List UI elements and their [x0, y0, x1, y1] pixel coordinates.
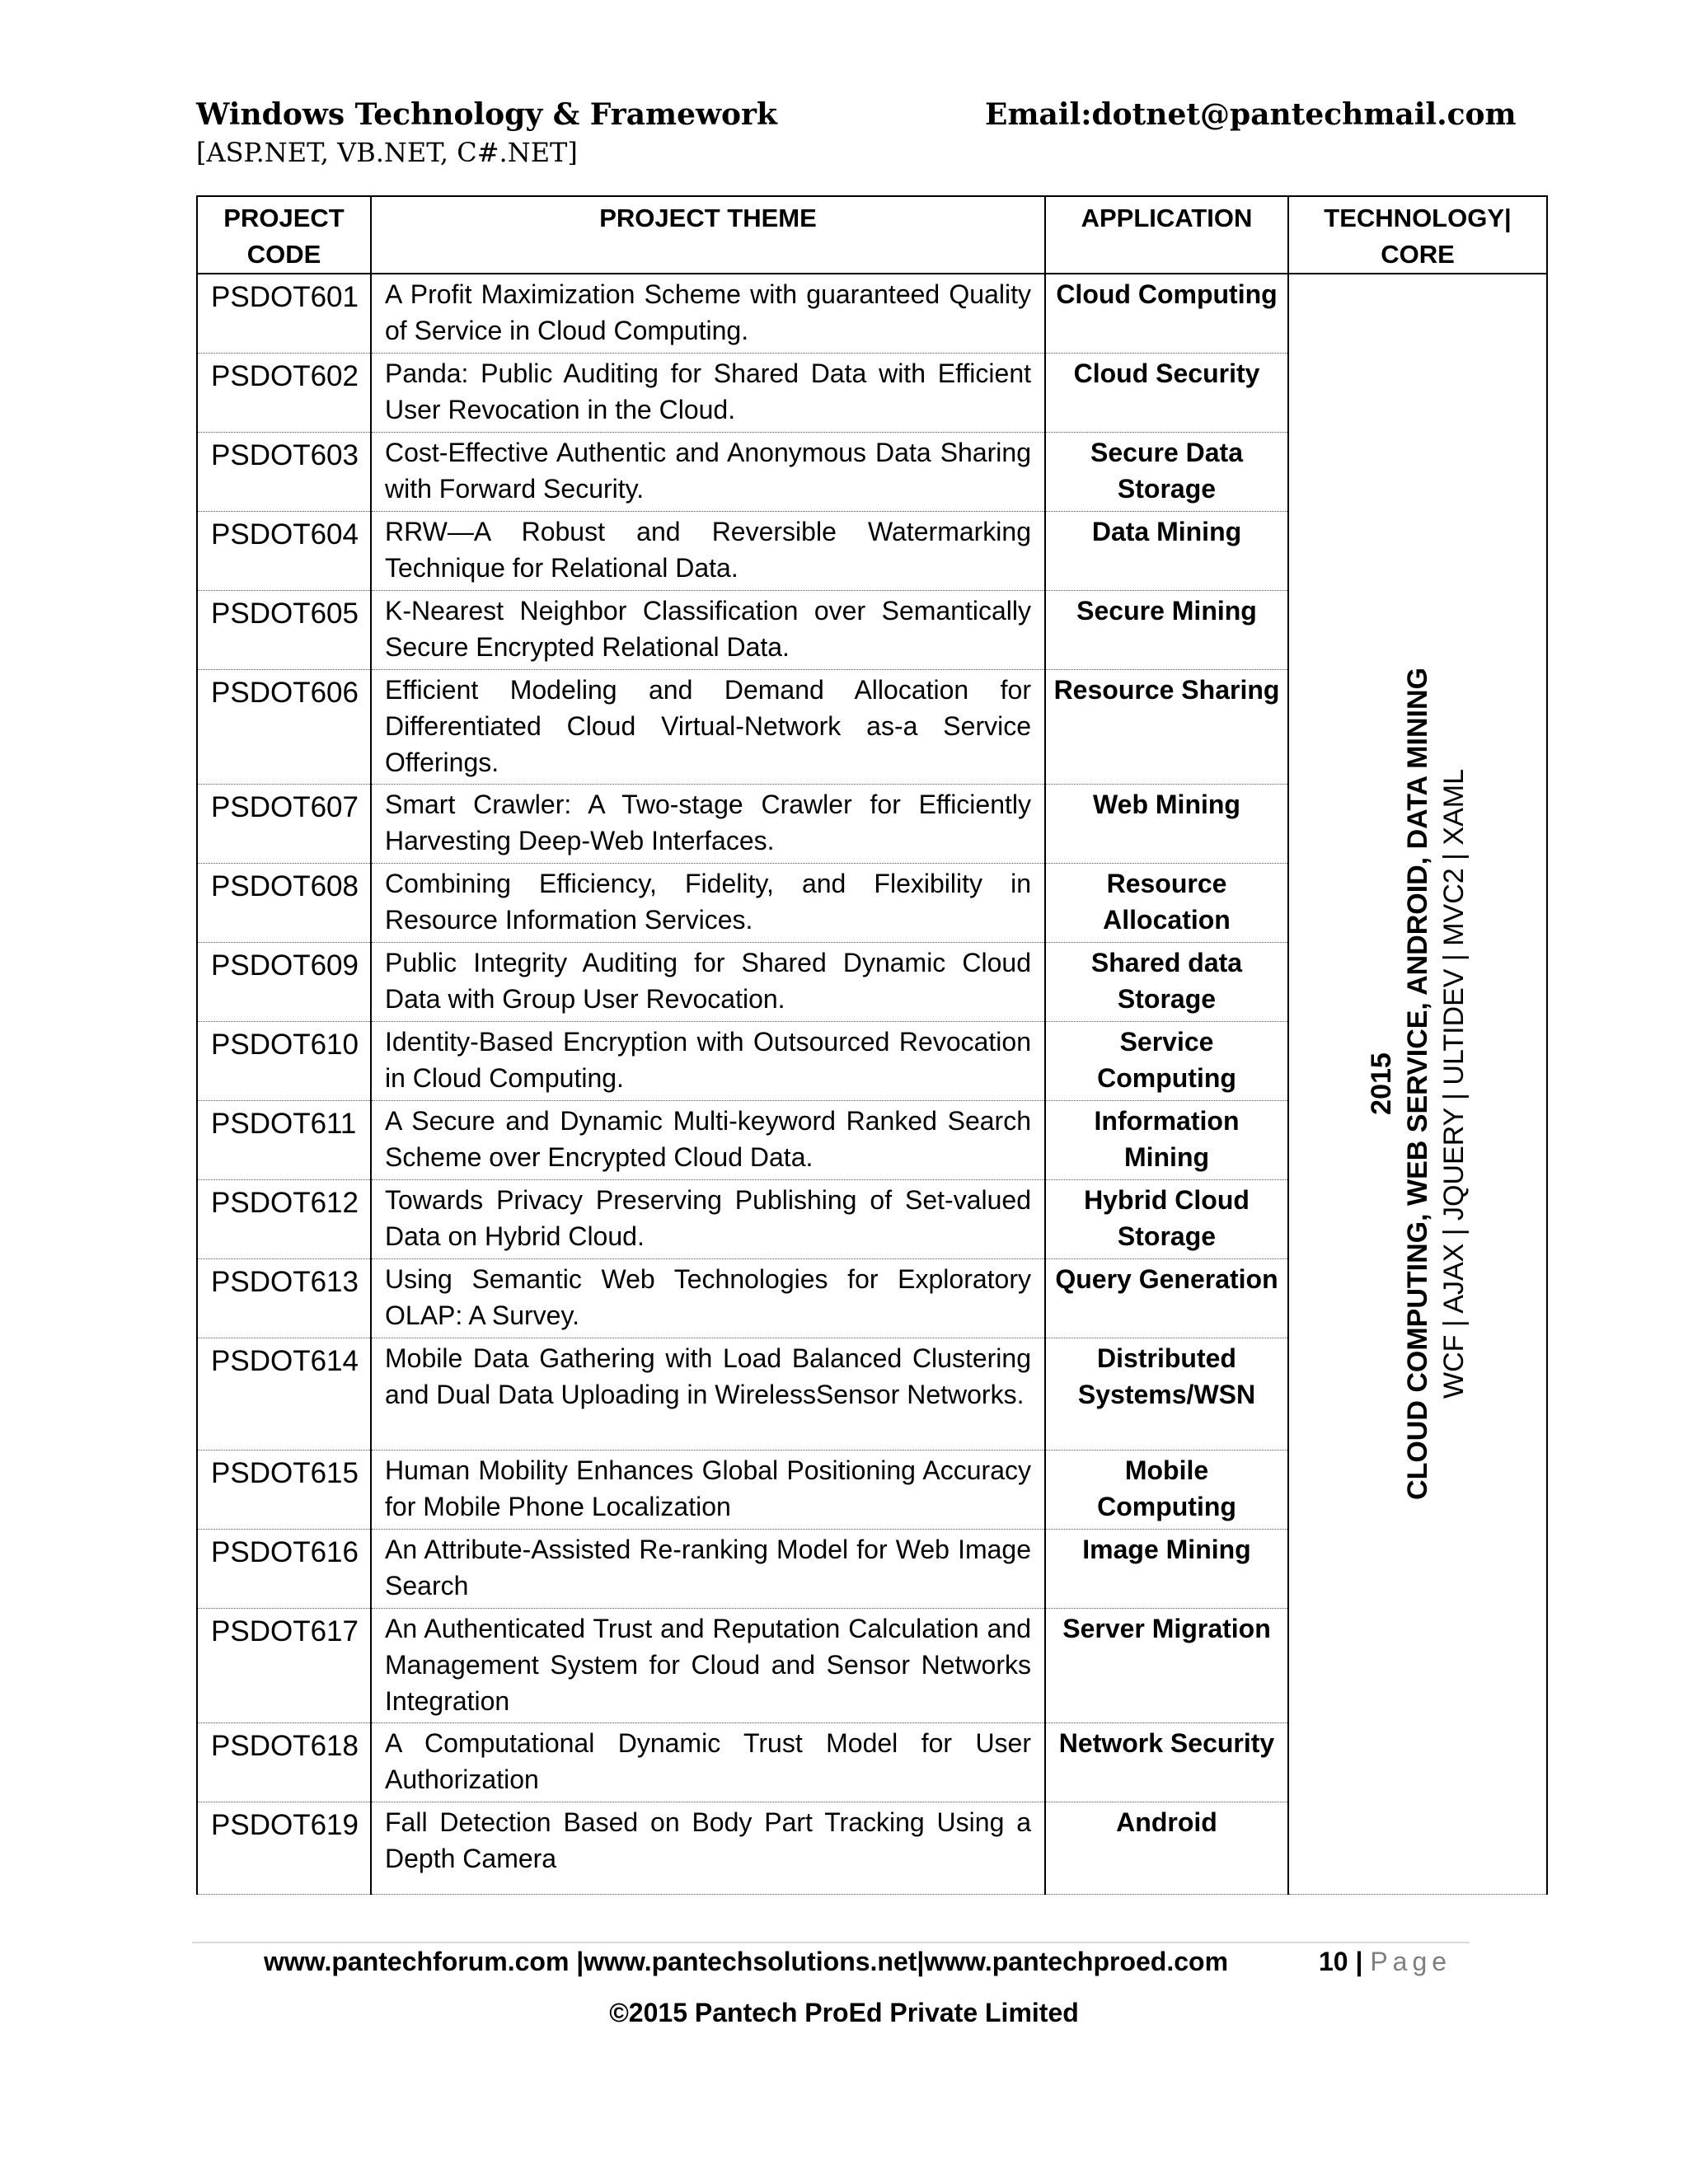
project-application: Resource Allocation: [1045, 863, 1288, 942]
project-application: Secure Mining: [1045, 590, 1288, 669]
project-theme: Panda: Public Auditing for Shared Data with Efficient User Revocation in the Cloud.: [371, 353, 1045, 432]
project-application: Mobile Computing: [1045, 1450, 1288, 1529]
project-theme: Efficient Modeling and Demand Allocation for Differentiated Cloud Virtual-Network as-a Service Offerings.: [371, 669, 1045, 784]
project-theme: A Secure and Dynamic Multi-keyword Ranked Search Scheme over Encrypted Cloud Data.: [371, 1100, 1045, 1179]
project-theme: Smart Crawler: A Two-stage Crawler for Efficiently Harvesting Deep-Web Interfaces.: [371, 784, 1045, 863]
project-theme: A Profit Maximization Scheme with guaranteed Quality of Service in Cloud Computing.: [371, 274, 1045, 353]
project-code: PSDOT613: [197, 1258, 371, 1338]
document-subtitle: [ASP.NET, VB.NET, C#.NET]: [196, 137, 578, 168]
technology-cell: [1288, 274, 1547, 1894]
project-application: Resource Sharing: [1045, 669, 1288, 784]
table-row: [197, 274, 1547, 353]
project-theme: Towards Privacy Preserving Publishing of Set-valued Data on Hybrid Cloud.: [371, 1179, 1045, 1258]
project-theme: Public Integrity Auditing for Shared Dynamic Cloud Data with Group User Revocation.: [371, 942, 1045, 1021]
project-application: Server Migration: [1045, 1608, 1288, 1722]
project-theme: A Computational Dynamic Trust Model for User Authorization: [371, 1722, 1045, 1802]
technology-domains: CLOUD COMPUTING, WEB SERVICE, ANDROID, DATA MINING: [1402, 668, 1433, 1501]
project-code: PSDOT610: [197, 1021, 371, 1100]
project-code: PSDOT601: [197, 274, 371, 353]
document-title: Windows Technology & Framework: [196, 97, 777, 132]
project-application: Shared data Storage: [1045, 942, 1288, 1021]
page-label: Page: [1370, 1947, 1452, 1976]
project-theme: Identity-Based Encryption with Outsourced Revocation in Cloud Computing.: [371, 1021, 1045, 1100]
project-theme: An Attribute-Assisted Re-ranking Model for Web Image Search: [371, 1529, 1045, 1608]
page-number: 10: [1319, 1947, 1348, 1976]
header-project-code: [197, 196, 371, 274]
project-application: Android: [1045, 1802, 1288, 1894]
project-code: PSDOT612: [197, 1179, 371, 1258]
project-code: PSDOT618: [197, 1722, 371, 1802]
project-code: PSDOT607: [197, 784, 371, 863]
project-theme: Human Mobility Enhances Global Positioning Accuracy for Mobile Phone Localization: [371, 1450, 1045, 1529]
header-technology-line1: TECHNOLOGY|: [1324, 204, 1512, 232]
footer-divider: [192, 1942, 1470, 1943]
project-application: Secure Data Storage: [1045, 432, 1288, 511]
project-theme: Fall Detection Based on Body Part Tracking Using a Depth Camera: [371, 1802, 1045, 1894]
project-code: PSDOT608: [197, 863, 371, 942]
project-code: PSDOT611: [197, 1100, 371, 1179]
header-project-code-line1: PROJECT: [223, 204, 345, 232]
project-application: Information Mining: [1045, 1100, 1288, 1179]
projects-table: [196, 195, 1548, 1895]
project-application: Cloud Security: [1045, 353, 1288, 432]
project-theme: Cost-Effective Authentic and Anonymous Data Sharing with Forward Security.: [371, 432, 1045, 511]
header-project-code-line2: CODE: [246, 240, 321, 269]
project-theme: Combining Efficiency, Fidelity, and Flexibility in Resource Information Services.: [371, 863, 1045, 942]
page-indicator: [1319, 1947, 1451, 1977]
project-code: PSDOT617: [197, 1608, 371, 1722]
project-theme: Using Semantic Web Technologies for Exploratory OLAP: A Survey.: [371, 1258, 1045, 1338]
project-code: PSDOT604: [197, 511, 371, 590]
header-technology-line2: CORE: [1381, 240, 1455, 269]
project-application: Distributed Systems/WSN: [1045, 1338, 1288, 1450]
project-code: PSDOT619: [197, 1802, 371, 1894]
project-code: PSDOT605: [197, 590, 371, 669]
contact-email: Email:dotnet@pantechmail.com: [985, 97, 1517, 132]
project-application: Image Mining: [1045, 1529, 1288, 1608]
table-header-row: [197, 196, 1547, 274]
project-theme: Mobile Data Gathering with Load Balanced Clustering and Dual Data Uploading in WirelessSensor Networks.: [371, 1338, 1045, 1450]
project-code: PSDOT609: [197, 942, 371, 1021]
page-separator: |: [1355, 1947, 1363, 1976]
header-project-theme: PROJECT THEME: [371, 196, 1045, 274]
project-code: PSDOT602: [197, 353, 371, 432]
project-code: PSDOT603: [197, 432, 371, 511]
project-application: Data Mining: [1045, 511, 1288, 590]
project-code: PSDOT615: [197, 1450, 371, 1529]
technology-year: 2015: [1366, 1052, 1397, 1116]
project-application: Hybrid Cloud Storage: [1045, 1179, 1288, 1258]
project-application: Cloud Computing: [1045, 274, 1288, 353]
footer-links: www.pantechforum.com |www.pantechsolutions.net|www.pantechproed.com: [264, 1947, 1229, 1976]
technology-vertical-text: [1363, 668, 1472, 1500]
header-technology: [1288, 196, 1547, 274]
header-application: APPLICATION: [1045, 196, 1288, 274]
project-theme: RRW—A Robust and Reversible Watermarking Technique for Relational Data.: [371, 511, 1045, 590]
project-application: Query Generation: [1045, 1258, 1288, 1338]
project-theme: An Authenticated Trust and Reputation Calculation and Management System for Cloud and Sensor Networks Integration: [371, 1608, 1045, 1722]
project-application: Web Mining: [1045, 784, 1288, 863]
project-theme: K-Nearest Neighbor Classification over Semantically Secure Encrypted Relational Data.: [371, 590, 1045, 669]
copyright: ©2015 Pantech ProEd Private Limited: [609, 1998, 1079, 2027]
technology-stack: WCF | AJAX | JQUERY | ULTIDEV | MVC2 | XAML: [1438, 769, 1470, 1399]
project-code: PSDOT616: [197, 1529, 371, 1608]
project-application: Service Computing: [1045, 1021, 1288, 1100]
project-code: PSDOT614: [197, 1338, 371, 1450]
project-code: PSDOT606: [197, 669, 371, 784]
project-application: Network Security: [1045, 1722, 1288, 1802]
